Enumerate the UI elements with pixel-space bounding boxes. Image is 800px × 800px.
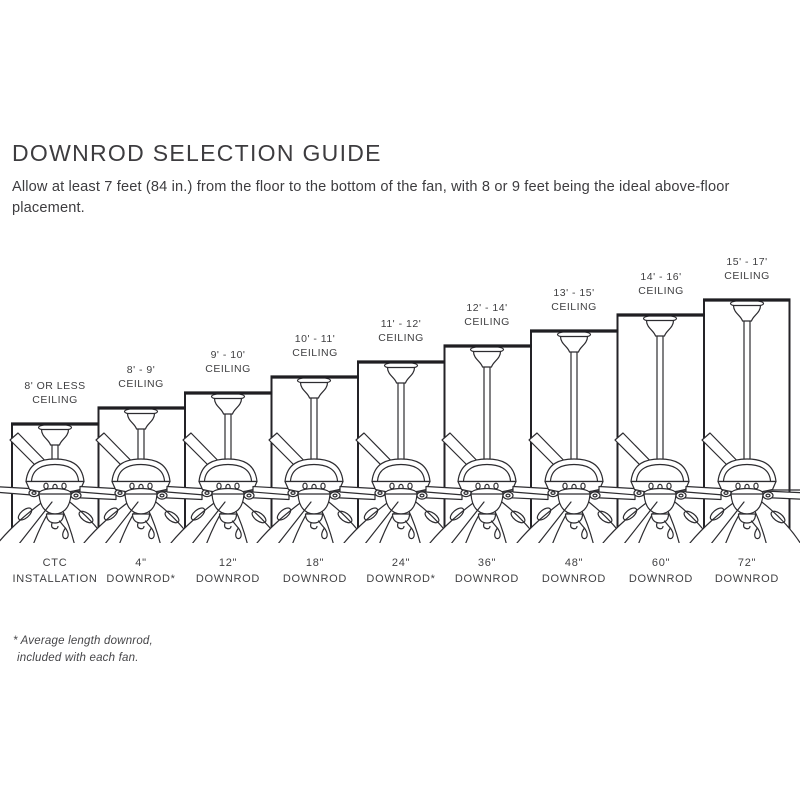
footnote-line1: * Average length downrod, [13,635,153,647]
ceiling-height-label [692,256,800,283]
ceiling-range-text: 15' - 17' [726,256,768,268]
ceiling-word-text: CEILING [292,346,338,359]
ceiling-word-text: CEILING [118,377,164,390]
downrod-word-text: DOWNROD [195,572,261,585]
downrod-word-text: DOWNROD [282,572,348,585]
ceiling-word-text: CEILING [724,269,770,282]
ceiling-word-text: CEILING [32,393,78,406]
ceiling-range-text: 14' - 16' [640,271,682,283]
ceiling-fan-illustration [250,377,375,543]
downrod-word-text: INSTALLATION [12,572,98,585]
ceiling-word-text: CEILING [205,362,251,375]
downrod-word-text: DOWNROD [541,572,607,585]
ceiling-word-text: CEILING [551,300,597,313]
ceiling-word-text: CEILING [464,315,510,328]
downrod-size-text: 48" [564,557,584,569]
ceiling-range-text: 11' - 12' [380,318,422,330]
ceiling-fan-illustration [337,362,462,543]
page-title: DOWNROD SELECTION GUIDE [12,140,382,166]
downrod-size-text: CTC [42,557,68,569]
downrod-length-label [692,556,800,587]
ceiling-fan-illustration [423,346,548,543]
ceiling-range-text: 13' - 15' [553,287,595,299]
downrod-size-text: 24" [391,557,411,569]
downrod-word-text: DOWNROD* [106,572,176,585]
ceiling-fan-illustration [683,300,800,543]
ceiling-word-text: CEILING [638,284,684,297]
ceiling-range-text: 12' - 14' [466,302,508,314]
ceiling-range-text: 9' - 10' [210,349,246,361]
downrod-size-text: 72" [737,557,757,569]
downrod-size-text: 12" [218,557,238,569]
ceiling-range-text: 8' OR LESS [24,380,86,392]
downrod-word-text: DOWNROD* [366,572,436,585]
ceiling-fan-illustration [596,315,721,543]
ceiling-fan-illustration [77,408,202,543]
ceiling-fan-illustration [164,393,289,543]
downrod-size-text: 18" [305,557,325,569]
downrod-size-text: 4" [135,557,147,569]
downrod-word-text: DOWNROD [454,572,520,585]
footnote-line2: included with each fan. [17,651,139,664]
downrod-size-text: 60" [651,557,671,569]
ceiling-word-text: CEILING [378,331,424,344]
ceiling-range-text: 10' - 11' [294,333,336,345]
downrod-word-text: DOWNROD [714,572,780,585]
average-downrod-footnote [13,633,213,666]
page-subtitle: Allow at least 7 feet (84 in.) from the floor to the bottom of the fan, with 8 or 9 feet being the ideal above-floor placement. [12,179,730,216]
ceiling-range-text: 8' - 9' [126,364,156,376]
downrod-size-text: 36" [477,557,497,569]
downrod-word-text: DOWNROD [628,572,694,585]
ceiling-fan-illustration [510,331,635,543]
